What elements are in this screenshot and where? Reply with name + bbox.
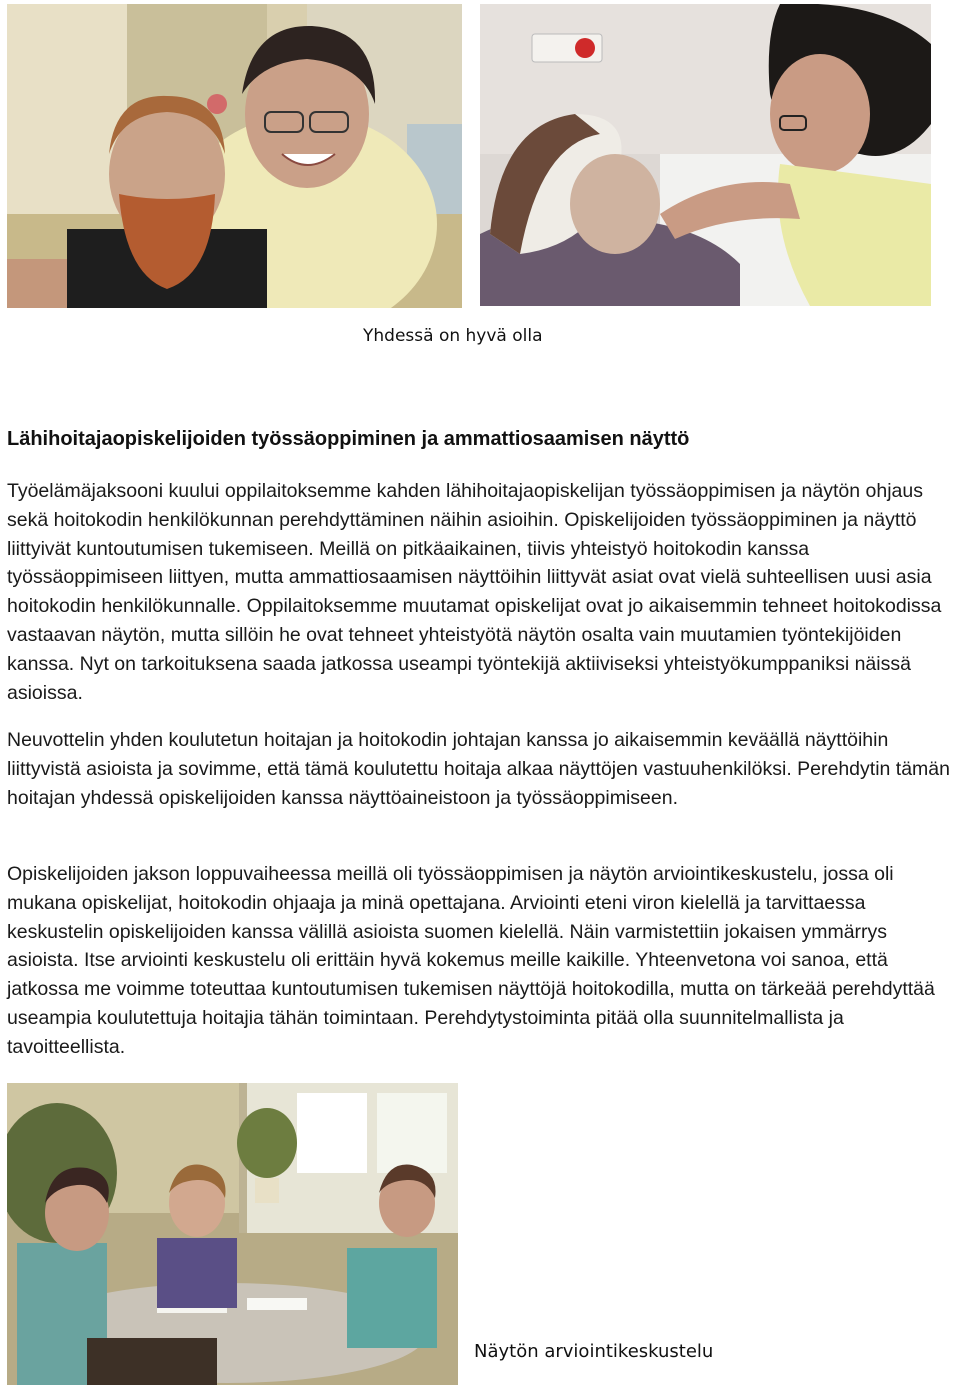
- article-paragraph: Opiskelijoiden jakson loppuvaiheessa meillä oli työssäoppimisen ja näytön arviointikeskustelu, jossa oli mukana opiskelijat, hoitokodin ohjaaja ja minä opettajana. Arviointi eteni viron kielellä ja tarvittaessa keskustelin opiskelijoiden kanssa välillä asioista suomen kielellä. Näin varmistettiin jokaisen ymmärrys asioista. Itse arviointi keskustelu oli erittäin hyvä kokemus meille kaikille. Yhteenvetona voi sanoa, että jatkossa me voimme toteuttaa kuntoutumisen tukemisen näyttöjä hoitokodilla, mutta on tärkeää perehdyttää useampia koulutettuja hoitajia tähän toimintaan. Perehdytystoiminta pitää olla suunnitelmallista ja tavoitteellista.: [7, 863, 935, 1058]
- photo-assessment-discussion: [7, 1083, 458, 1385]
- photo-caption-bottom: Näytön arviointikeskustelu: [474, 1341, 714, 1362]
- photo-student-and-teacher: [7, 4, 462, 308]
- article-heading: Lähihoitajaopiskelijoiden työssäoppiminen ja ammattiosaamisen näyttö: [7, 428, 690, 450]
- photo-caregiver-with-elderly: [480, 4, 931, 306]
- photo-caption-top: Yhdessä on hyvä olla: [363, 326, 543, 346]
- article-paragraph: Työelämäjaksooni kuului oppilaitoksemme kahden lähihoitajaopiskelijan työssäoppimisen ja näytön ohjaus sekä hoitokodin henkilökunnan perehdyttäminen näihin asioihin. Opiskelijoiden työssäoppiminen ja näyttö liittyivät kuntoutumisen tukemiseen. Meillä on pitkäaikainen, tiivis yhteistyö hoitokodin kanssa työssäoppimiseen liittyen, mutta ammattiosaamisen näyttöihin liittyvät asiat ovat vielä suhteellisen uusi asia hoitokodin henkilökunnalle. Oppilaitoksemme muutamat opiskelijat ovat jo aikaisemmin tehneet hoitokodissa vastaavan näytön, mutta sillöin he ovat tehneet yhteistyötä näytön osalta vain muutamien työntekijöiden kanssa. Nyt on tarkoituksena saada jatkossa useampi työntekijä aktiiviseksi yhteistyökumppaniksi näissä asioissa.: [7, 480, 942, 704]
- article-paragraph: Neuvottelin yhden koulutetun hoitajan ja hoitokodin johtajan kanssa jo aikaisemmin keväällä näyttöihin liittyvistä asioista ja sovimme, että tämä koulutettu hoitaja alkaa näyttöjen vastuuhenkilöksi. Perehdytin tämän hoitajan yhdessä opiskelijoiden kanssa näyttöaineistoon ja työssäoppimiseen.: [7, 729, 950, 809]
